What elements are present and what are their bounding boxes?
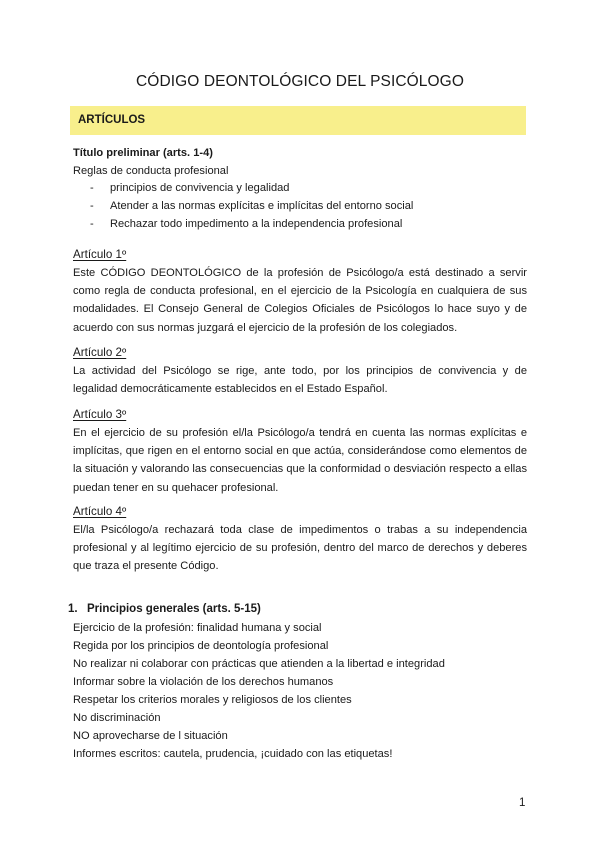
list-item	[90, 215, 402, 233]
list-item: Informes escritos: cautela, prudencia, ¡cuidado con las etiquetas!	[73, 748, 393, 760]
articles-section-band	[70, 106, 526, 135]
preliminary-heading: Título preliminar (arts. 1-4)	[73, 147, 213, 159]
list-item: Ejercicio de la profesión: finalidad humana y social	[73, 622, 322, 634]
articles-band-label: ARTÍCULOS	[78, 114, 146, 126]
list-item	[90, 197, 413, 215]
list-item: No discriminación	[73, 712, 161, 724]
preliminary-subheading: Reglas de conducta profesional	[73, 165, 229, 177]
section-1-title: Principios generales (arts. 5-15)	[87, 603, 261, 615]
section-1-heading	[68, 603, 261, 615]
list-item: Informar sobre la violación de los derechos humanos	[73, 676, 334, 688]
list-item: Respetar los criterios morales y religiosos de los clientes	[73, 694, 352, 706]
dash-bullet: -	[90, 182, 94, 194]
article-2-text: La actividad del Psicólogo se rige, ante todo, por los principios de convivencia y de legalidad democráticamente establecidos en el Estado Español.	[73, 365, 527, 396]
list-item: No realizar ni colaborar con prácticas que atienden a la libertad e integridad	[73, 658, 445, 670]
principles-list	[73, 619, 445, 763]
list-item-text: Atender a las normas explícitas e implícitas del entorno social	[110, 200, 414, 212]
article-3-text: En el ejercicio de su profesión el/la Psicólogo/a tendrá en cuenta las normas explícitas e implícitas, que rigen en el entorno social en que actúa, considerándose como elementos de la situación y valorando las consecuencias que la conformidad o desviación respecto a ellas puedan tener en su quehacer profesional.	[73, 427, 527, 494]
list-item: Regida por los principios de deontología profesional	[73, 640, 329, 652]
document-title: CÓDIGO DEONTOLÓGICO DEL PSICÓLOGO	[136, 73, 464, 90]
page-number: 1	[519, 797, 526, 809]
list-item: NO aprovecharse de l situación	[73, 730, 228, 742]
article-3-title: Artículo 3º	[73, 408, 127, 421]
section-1-number: 1.	[68, 603, 78, 615]
list-item-text: Rechazar todo impedimento a la independencia profesional	[110, 218, 403, 230]
article-4-text: El/la Psicólogo/a rechazará toda clase de impedimentos o trabas a su independencia profesional y al legítimo ejercicio de su profesión, dentro del marco de derechos y deberes que traza el presente Código.	[73, 524, 527, 573]
dash-bullet: -	[90, 200, 94, 212]
article-2-title: Artículo 2º	[73, 346, 127, 359]
article-4-title: Artículo 4º	[73, 505, 127, 518]
article-1-text: Este CÓDIGO DEONTOLÓGICO de la profesión de Psicólogo/a está destinado a servir como regla de conducta profesional, en el ejercicio de la Psicología en cualquiera de sus modalidades. El Consejo General de Colegios Oficiales de Psicólogos lo hace suyo y de acuerdo con sus normas juzgará el ejercicio de la profesión de los colegiados.	[73, 267, 527, 334]
list-item-text: principios de convivencia y legalidad	[110, 182, 290, 194]
dash-bullet: -	[90, 218, 94, 230]
list-item	[90, 179, 289, 197]
article-1-title: Artículo 1º	[73, 248, 127, 261]
